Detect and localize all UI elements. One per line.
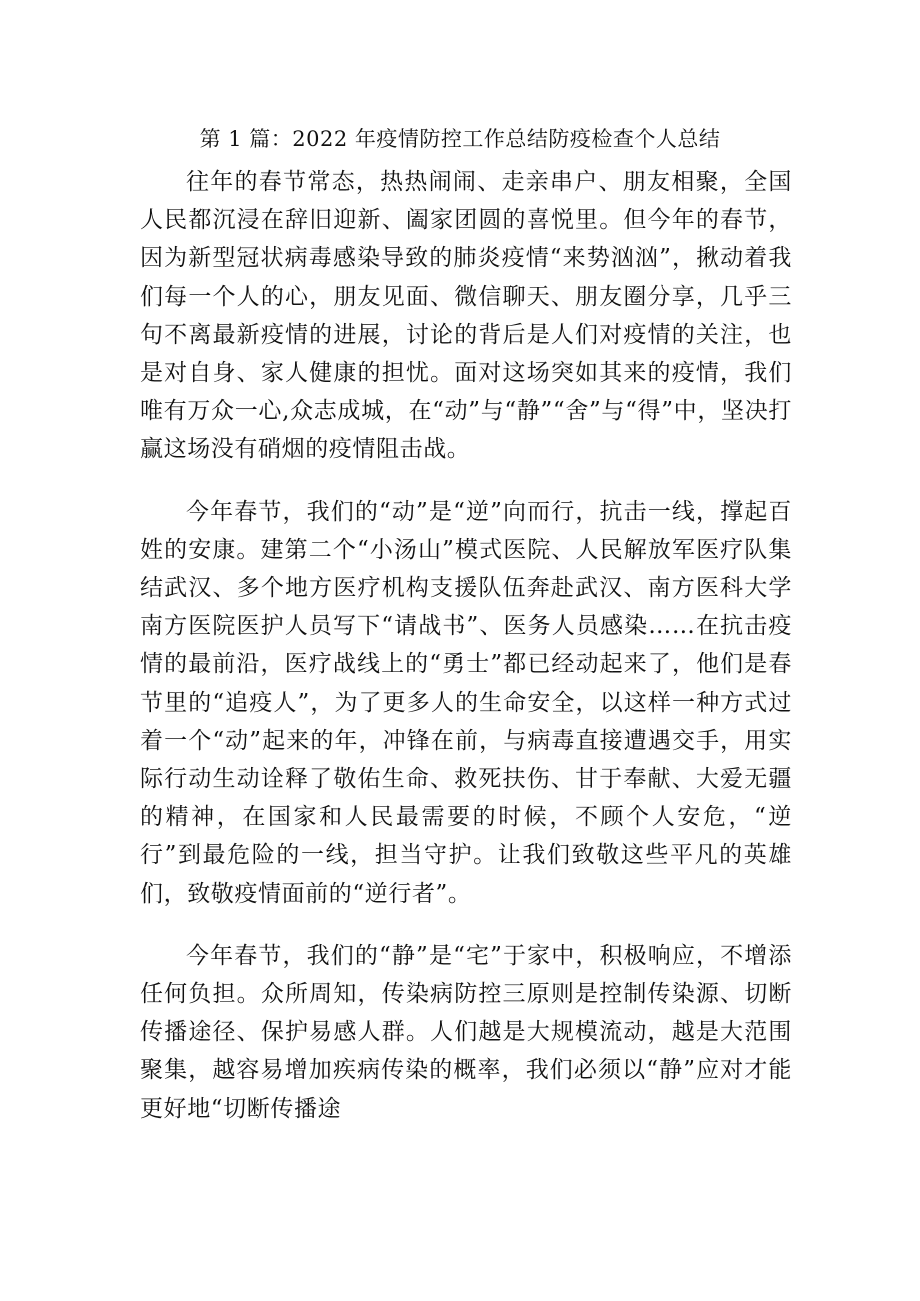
document-body <box>140 163 792 1152</box>
paragraph-3: 今年春节，我们的“静”是“宅”于家中，积极响应，不增添任何负担。众所周知，传染病防控三原则是控制传染源、切断传播途径、保护易感人群。人们越是大规模流动，越是大范围聚集，越容易增加疾病传染的概率，我们必须以“静”应对才能更好地“切断传播途 <box>140 942 792 1122</box>
paragraph-1: 往年的春节常态，热热闹闹、走亲串户、朋友相聚，全国人民都沉浸在辞旧迎新、阖家团圆的喜悦里。但今年的春节，因为新型冠状病毒感染导致的肺炎疫情“来势汹汹”，揪动着我们每一个人的心，朋友见面、微信聊天、朋友圈分享，几乎三句不离最新疫情的进展，讨论的背后是人们对疫情的关注，也是对自身、家人健康的担忧。面对这场突如其来的疫情，我们唯有万众一心,众志成城，在“动”与“静”“舍”与“得”中，坚决打赢这场没有硝烟的疫情阻击战。 <box>140 169 792 463</box>
paragraph-2: 今年春节，我们的“动”是“逆”向而行，抗击一线，撑起百姓的安康。建第二个“小汤山”模式医院、人民解放军医疗队集结武汉、多个地方医疗机构支援队伍奔赴武汉、南方医科大学南方医院医护人员写下“请战书”、医务人员感染……在抗击疫情的最前沿，医疗战线上的“勇士”都已经动起来了，他们是春节里的“追疫人”，为了更多人的生命安全，以这样一种方式过着一个“动”起来的年，冲锋在前，与病毒直接遭遇交手，用实际行动生动诠释了敬佑生命、救死扶伤、甘于奉献、大爱无疆的精神，在国家和人民最需要的时候，不顾个人安危，“逆行”到最危险的一线，担当守护。让我们致敬这些平凡的英雄们，致敬疫情面前的“逆行者”。 <box>140 498 792 907</box>
document-title: 第 1 篇：2022 年疫情防控工作总结防疫检查个人总结 <box>199 127 721 151</box>
